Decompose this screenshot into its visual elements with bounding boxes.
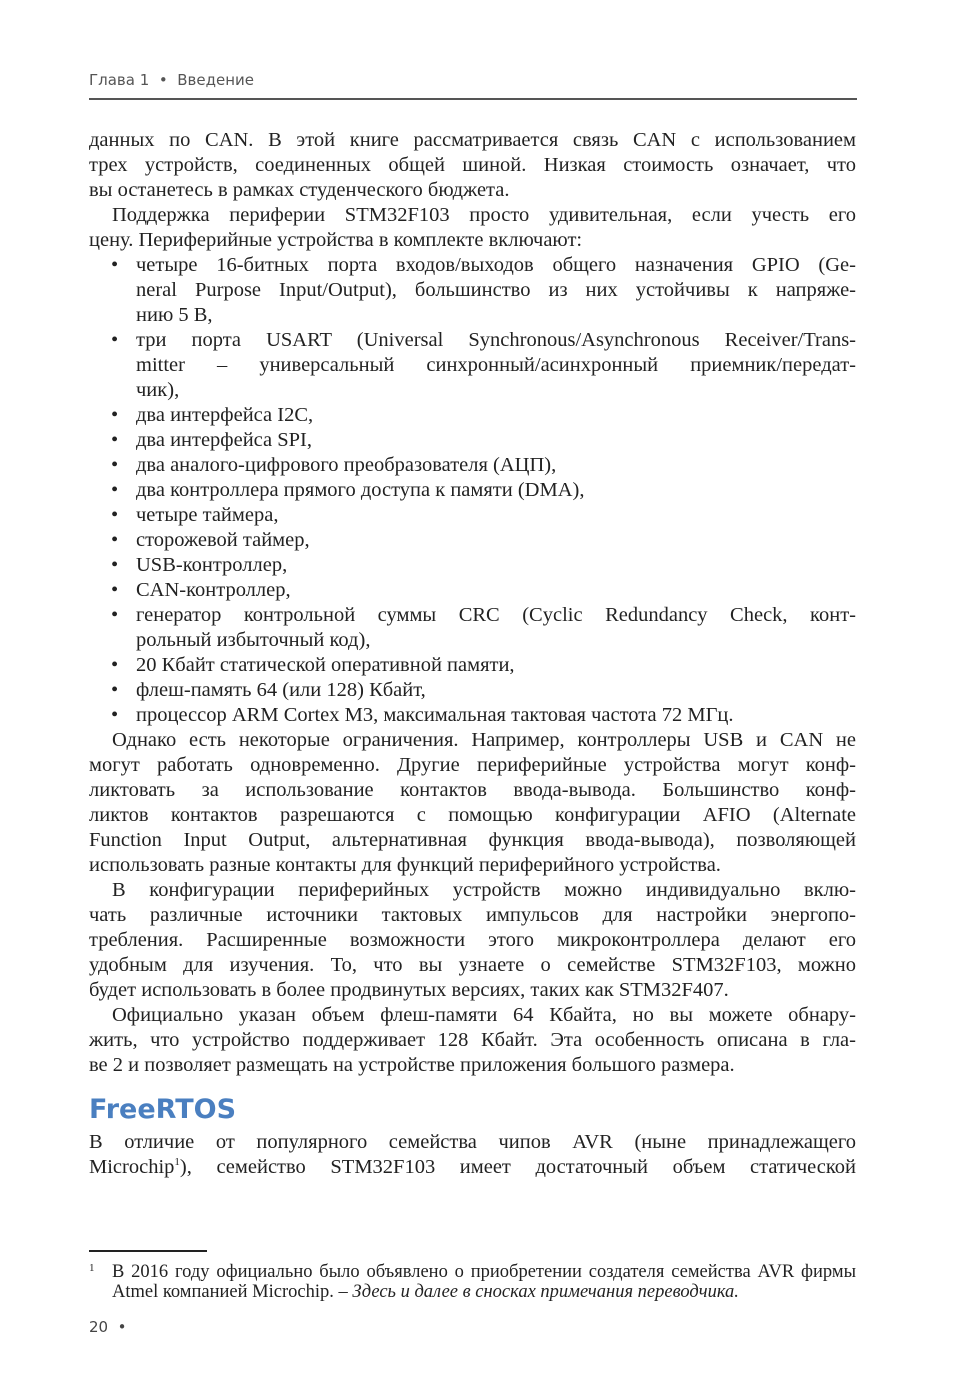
text-line: чать различные источники тактовых импульсов для настройки энергопо- — [89, 904, 856, 926]
section-heading: FreeRTOS — [89, 1094, 237, 1125]
paragraph-group-2 — [89, 728, 856, 1078]
bullet-icon: • — [111, 329, 119, 351]
footnote-ref[interactable]: 1 — [174, 1156, 180, 1169]
list-item — [89, 703, 856, 728]
text-line — [89, 1155, 856, 1180]
text-line: требления. Расширенные возможности этого микроконтроллера делают его — [89, 929, 856, 951]
text-line: Официально указан объем флеш-памяти 64 Кбайта, но вы можете обнару- — [112, 1004, 856, 1026]
header-separator: • — [158, 71, 168, 89]
page-number: 20 — [89, 1318, 109, 1336]
chapter-label: Глава 1 — [89, 71, 150, 89]
text-line: флеш-память 64 (или 128) Кбайт, — [136, 679, 426, 701]
list-item — [89, 453, 856, 478]
text-line: три порта USART (Universal Synchronous/Asynchronous Receiver/Trans- — [136, 329, 856, 351]
list-item — [89, 503, 856, 528]
text-line: Однако есть некоторые ограничения. Например, контроллеры USB и CAN не — [112, 729, 856, 751]
list-item — [89, 253, 856, 328]
paragraph-freertos — [89, 1130, 856, 1180]
bullet-icon: • — [111, 429, 119, 451]
text-line: В отличие от популярного семейства чипов AVR (ныне принадлежащего — [89, 1131, 856, 1153]
text-line: жить, что устройство поддерживает 128 Кбайт. Эта особенность описана в гла- — [89, 1029, 856, 1051]
page-separator: • — [117, 1318, 127, 1336]
text-line: Function Input Output, альтернативная функция ввода-вывода), позволяющей — [89, 829, 856, 851]
bullet-icon: • — [111, 579, 119, 601]
text-line: четыре таймера, — [136, 504, 279, 526]
paragraph-group-1 — [89, 128, 856, 253]
footnote-rule — [89, 1250, 207, 1252]
running-header — [89, 71, 254, 89]
text-line: процессор ARM Cortex M3, максимальная тактовая частота 72 МГц. — [136, 704, 734, 726]
bullet-icon: • — [111, 454, 119, 476]
text-line: CAN-контроллер, — [136, 579, 291, 601]
footnote-text: В 2016 году официально было объявлено о приобретении создателя семейства AVR фирмы Atmel компанией Microchip. – — [112, 1262, 856, 1302]
paragraph — [89, 878, 856, 1003]
list-item — [89, 528, 856, 553]
text-line: трех устройств, соединенных общей шиной. Низкая стоимость означает, что — [89, 154, 856, 176]
text-line: два аналого-цифрового преобразователя (АЦП), — [136, 454, 557, 476]
text-fragment: ), семейство STM32F103 имеет достаточный объем статической — [179, 1156, 856, 1178]
text-line: четыре 16-битных порта входов/выходов общего назначения GPIO (Ge- — [136, 254, 856, 276]
footnote — [89, 1262, 856, 1302]
paragraph — [89, 128, 856, 203]
list-item — [89, 678, 856, 703]
text-line: ликтов контактов разрешаются с помощью конфигурации AFIO (Alternate — [89, 804, 856, 826]
list-item — [89, 428, 856, 453]
text-line: neral Purpose Input/Output), большинство из них устойчивы к напряже- — [136, 279, 856, 301]
text-line: использовать разные контакты для функций периферийного устройства. — [89, 854, 721, 876]
text-line: вы останетесь в рамках студенческого бюджета. — [89, 179, 510, 201]
text-line: ликтовать за использование контактов ввода-вывода. Большинство конф- — [89, 779, 856, 801]
bullet-icon: • — [111, 254, 119, 276]
text-line: два контроллера прямого доступа к памяти (DMA), — [136, 479, 585, 501]
text-line: сторожевой таймер, — [136, 529, 310, 551]
list-item — [89, 478, 856, 503]
text-line: два интерфейса I2C, — [136, 404, 314, 426]
text-line: ве 2 и позволяет размещать на устройстве приложения большого размера. — [89, 1054, 735, 1076]
footnote-note: Здесь и далее в сносках примечания переводчика. — [352, 1282, 739, 1302]
bullet-list — [89, 253, 856, 728]
list-item — [89, 553, 856, 578]
list-item — [89, 403, 856, 428]
text-line: чик), — [136, 379, 180, 401]
page-footer — [89, 1318, 127, 1336]
paragraph — [89, 203, 856, 253]
text-line: могут работать одновременно. Другие периферийные устройства могут конф- — [89, 754, 856, 776]
list-item — [89, 603, 856, 653]
text-line: генератор контрольной суммы CRC (Cyclic Redundancy Check, конт- — [136, 604, 856, 626]
list-item — [89, 328, 856, 403]
body-text — [89, 128, 856, 1180]
text-line: будет использовать в более продвинутых версиях, таких как STM32F407. — [89, 979, 729, 1001]
bullet-icon: • — [111, 554, 119, 576]
list-item — [89, 653, 856, 678]
text-line: рольный избыточный код), — [136, 629, 371, 651]
text-line: В конфигурации периферийных устройств можно индивидуально вклю- — [112, 879, 856, 901]
text-line: 20 Кбайт статической оперативной памяти, — [136, 654, 515, 676]
bullet-icon: • — [111, 479, 119, 501]
bullet-icon: • — [111, 679, 119, 701]
bullet-icon: • — [111, 529, 119, 551]
text-fragment: Microchip — [89, 1156, 175, 1178]
bullet-icon: • — [111, 404, 119, 426]
text-line: mitter – универсальный синхронный/асинхронный приемник/передат- — [136, 354, 856, 376]
header-rule — [89, 98, 857, 100]
paragraph — [89, 1003, 856, 1078]
text-line: нию 5 В, — [136, 304, 213, 326]
text-line: цену. Периферийные устройства в комплекте включают: — [89, 229, 583, 251]
bullet-icon: • — [111, 704, 119, 726]
bullet-icon: • — [111, 504, 119, 526]
list-item — [89, 578, 856, 603]
bullet-icon: • — [111, 604, 119, 626]
text-line: Поддержка периферии STM32F103 просто удивительная, если учесть его — [112, 204, 856, 226]
text-line: два интерфейса SPI, — [136, 429, 312, 451]
bullet-icon: • — [111, 654, 119, 676]
section-label: Введение — [177, 71, 254, 89]
footnote-number: 1 — [89, 1262, 95, 1274]
text-line: удобным для изучения. То, что вы узнаете о семействе STM32F103, можно — [89, 954, 856, 976]
text-line: данных по CAN. В этой книге рассматривается связь CAN с использованием — [89, 129, 856, 151]
paragraph — [89, 728, 856, 878]
text-line: USB-контроллер, — [136, 554, 288, 576]
